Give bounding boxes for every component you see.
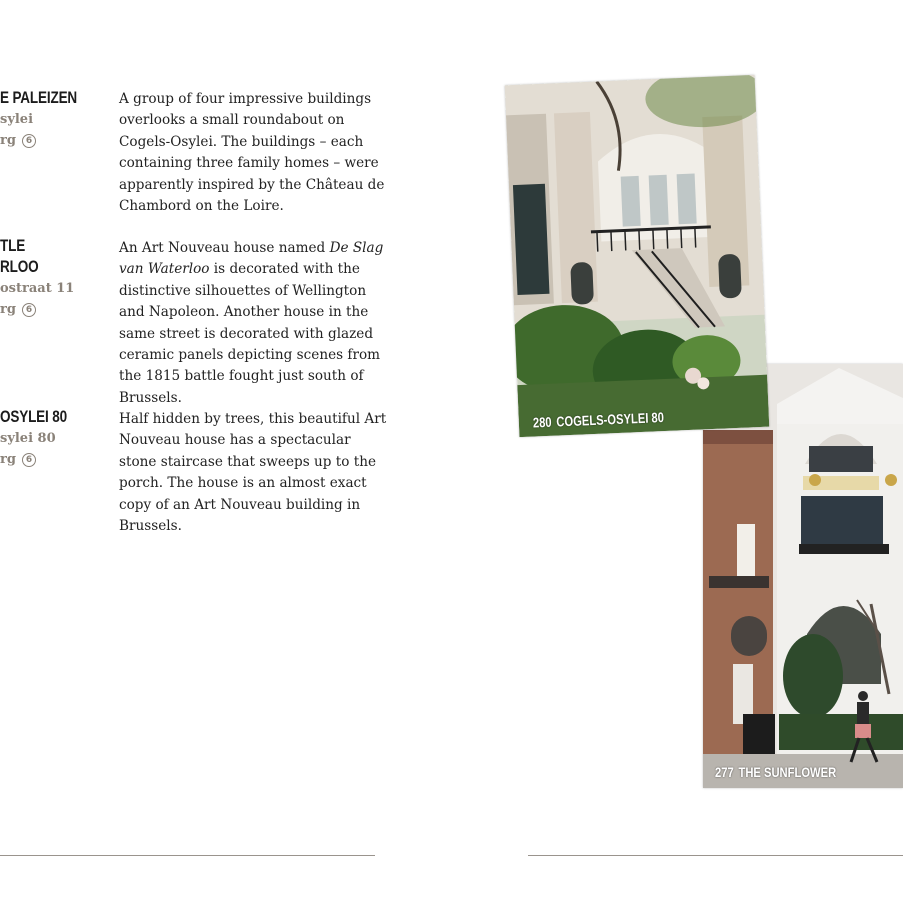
entry-address: sylei 80 bbox=[0, 431, 56, 446]
map-marker-icon: 6 bbox=[22, 453, 36, 467]
entry-area bbox=[0, 449, 110, 470]
entry-2-body bbox=[119, 238, 389, 409]
photo-number: 280 bbox=[532, 413, 552, 431]
entry-title: E PALEIZEN bbox=[0, 89, 78, 107]
entry-address: ostraat 11 bbox=[0, 281, 75, 296]
entry-title: OSYLEI 80 bbox=[0, 408, 67, 426]
entry-3-body: Half hidden by trees, this beautiful Art Nouveau house has a spectacular stone staircase that sweeps up to the porch. The house is an almost exact copy of an Art Nouveau building in Brussels. bbox=[119, 411, 387, 535]
body-text: An Art Nouveau house named bbox=[119, 240, 330, 256]
entry-title-line-2: RLOO bbox=[0, 258, 39, 276]
photo-caption bbox=[715, 764, 836, 780]
page-rule-left bbox=[0, 855, 375, 856]
entry-3-header bbox=[0, 407, 110, 470]
map-marker-icon: 6 bbox=[22, 134, 36, 148]
entry-area-text: rg bbox=[0, 452, 16, 467]
entry-1-header bbox=[0, 88, 110, 151]
entry-area bbox=[0, 299, 110, 320]
entry-area-text: rg bbox=[0, 302, 16, 317]
entry-2-header bbox=[0, 236, 110, 320]
photo-title: COGELS-OSYLEI 80 bbox=[556, 409, 665, 430]
entry-1-body: A group of four impressive buildings overlooks a small roundabout on Cogels-Osylei. The buildings – each containing three family homes – were apparently inspired by the Château de Chambord on the Loire. bbox=[119, 91, 385, 215]
entry-area bbox=[0, 130, 110, 151]
map-marker-icon: 6 bbox=[22, 303, 36, 317]
body-text: is decorated with the distinctive silhouettes of Wellington and Napoleon. Another house in the same street is decorated with glazed ceramic panels depicting scenes from the 1815 battle fought just south of Brussels. bbox=[119, 261, 381, 406]
cogels-osylei-illustration bbox=[505, 75, 770, 437]
page-rule-right bbox=[528, 855, 903, 856]
photo-cogels-osylei-80 bbox=[505, 75, 770, 437]
entry-title-line-1: TLE bbox=[0, 237, 26, 255]
photo-title: THE SUNFLOWER bbox=[738, 764, 837, 780]
photo-number: 277 bbox=[715, 764, 734, 780]
house-name: De Slag van Waterloo bbox=[119, 240, 384, 278]
entry-address: sylei bbox=[0, 112, 34, 127]
entry-area-text: rg bbox=[0, 133, 16, 148]
